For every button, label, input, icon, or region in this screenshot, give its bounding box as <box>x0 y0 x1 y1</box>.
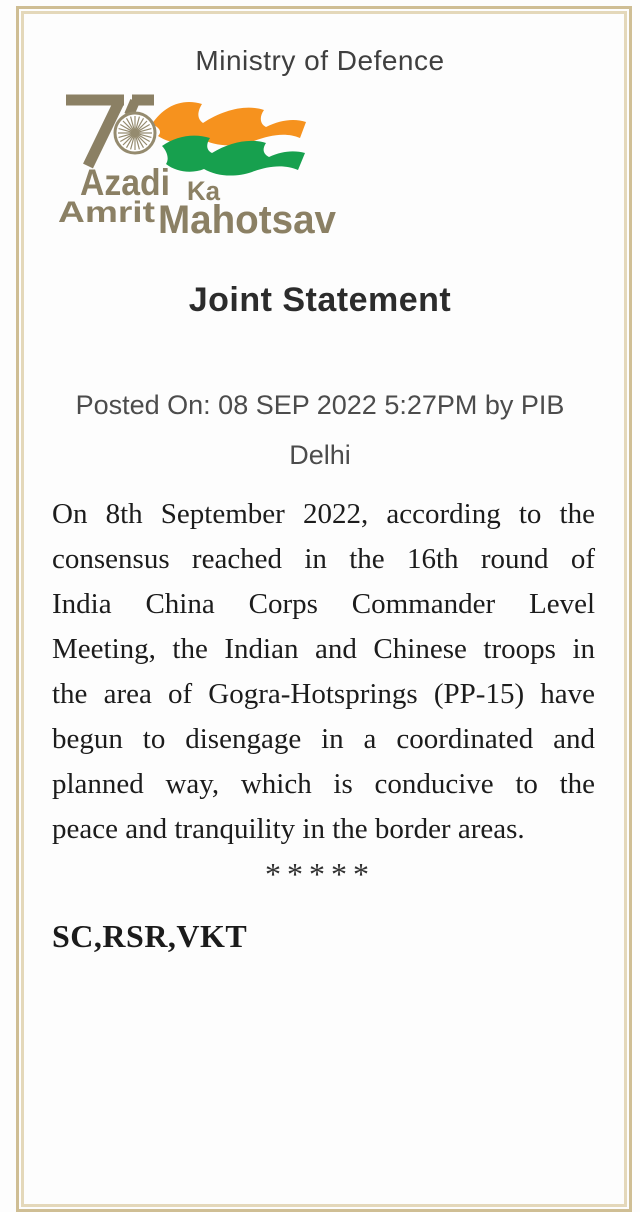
posted-on-line1: Posted On: 08 SEP 2022 5:27PM by PIB <box>75 390 565 420</box>
logo-word-azadi: Azadi <box>80 162 170 203</box>
logo-word-amrit: Amrit <box>58 196 156 229</box>
azadi-ka-amrit-mahotsav-logo <box>58 86 348 246</box>
statement-line: India China Corps Commander Level <box>52 588 595 620</box>
ashoka-chakra-icon <box>115 113 155 153</box>
statement-line: begun to disengage in a coordinated and <box>52 723 595 755</box>
statement-line: the area of Gogra-Hotsprings (PP-15) have <box>52 678 595 710</box>
india-flag-ribbon-icon <box>152 102 306 176</box>
statement-line: On 8th September 2022, according to the <box>52 498 595 530</box>
statement-line: peace and tranquility in the border areas. <box>52 813 525 845</box>
logo-word-mahotsav: Mahotsav <box>158 198 337 242</box>
author-initials: SC,RSR,VKT <box>52 918 248 954</box>
separator-stars: ***** <box>265 856 375 892</box>
statement-line: consensus reached in the 16th round of <box>52 543 595 575</box>
logo-word-ka: Ka <box>187 176 221 206</box>
page-title: Joint Statement <box>188 281 452 319</box>
posted-on <box>40 380 600 480</box>
statement-line: Meeting, the Indian and Chinese troops in <box>52 633 595 665</box>
ribbon-saffron-band <box>152 102 306 145</box>
posted-on-line2: Delhi <box>289 440 351 470</box>
statement-line: planned way, which is conducive to the <box>52 768 595 800</box>
ministry-title: Ministry of Defence <box>195 45 445 76</box>
statement-paragraph <box>52 492 595 852</box>
